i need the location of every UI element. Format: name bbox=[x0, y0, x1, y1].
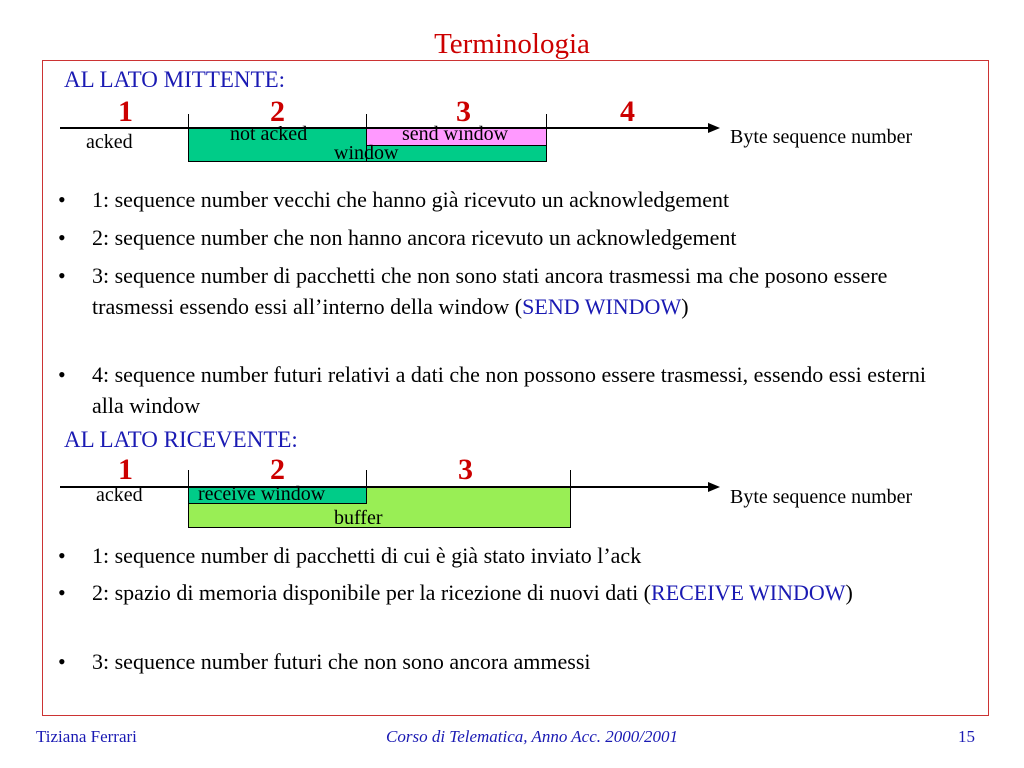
receiver-number-2: 2 bbox=[270, 453, 285, 486]
receiver-bullet-2-close: ) bbox=[845, 580, 853, 605]
footer-course: Corso di Telematica, Anno Acc. 2000/2001 bbox=[386, 727, 678, 746]
sender-number-1: 1 bbox=[118, 95, 133, 128]
receiver-acked-label: acked bbox=[96, 484, 143, 506]
receiver-heading: AL LATO RICEVENTE: bbox=[64, 427, 298, 452]
receiver-axis-arrow-icon bbox=[708, 482, 720, 492]
receiver-bullet-3-text: 3: sequence number futuri che non sono ancora ammessi bbox=[92, 649, 591, 674]
receiver-number-3: 3 bbox=[458, 453, 473, 486]
bullet-glyph: • bbox=[58, 187, 66, 212]
bullet-glyph: • bbox=[58, 362, 66, 387]
sender-bullet-3-paragraph bbox=[92, 260, 952, 322]
sender-tick-1 bbox=[188, 114, 189, 128]
footer-author: Tiziana Ferrari bbox=[36, 727, 137, 746]
sender-number-2: 2 bbox=[270, 95, 285, 128]
sender-window-label: window bbox=[334, 142, 399, 164]
sender-send-window-label: send window bbox=[402, 123, 509, 145]
sender-bullet-3-close: ) bbox=[681, 294, 689, 319]
bullet-glyph: • bbox=[58, 263, 66, 288]
sender-bullet-2-text: 2: sequence number che non hanno ancora ricevuto un acknowledgement bbox=[92, 225, 737, 250]
receiver-bullet-1-text: 1: sequence number di pacchetti di cui è già stato inviato l’ack bbox=[92, 543, 642, 568]
sender-heading: AL LATO MITTENTE: bbox=[64, 67, 286, 92]
slide-title: Terminologia bbox=[434, 28, 590, 60]
receiver-receive-window-label: receive window bbox=[198, 483, 326, 505]
receiver-number-1: 1 bbox=[118, 453, 133, 486]
sender-send-window-highlight: SEND WINDOW bbox=[522, 294, 682, 319]
receiver-tick-2 bbox=[366, 470, 367, 486]
bullet-glyph: • bbox=[58, 649, 66, 674]
sender-not-acked-label: not acked bbox=[230, 123, 308, 145]
receiver-axis-label: Byte sequence number bbox=[730, 486, 913, 508]
receiver-receive-window-highlight: RECEIVE WINDOW bbox=[651, 580, 846, 605]
bullet-glyph: • bbox=[58, 543, 66, 568]
sender-axis-arrow-icon bbox=[708, 123, 720, 133]
sender-acked-label: acked bbox=[86, 131, 133, 153]
footer-page-number: 15 bbox=[958, 727, 975, 746]
sender-tick-2 bbox=[366, 114, 367, 128]
receiver-tick-3 bbox=[570, 470, 571, 486]
bullet-glyph: • bbox=[58, 580, 66, 605]
sender-axis-label: Byte sequence number bbox=[730, 126, 913, 148]
receiver-tick-1 bbox=[188, 470, 189, 486]
receiver-buffer-label: buffer bbox=[334, 507, 383, 529]
sender-bullet-3-text: 3: sequence number di pacchetti che non sono stati ancora trasmessi ma che posono essere trasmessi essendo essi all’interno della window ( bbox=[92, 263, 888, 319]
sender-bullet-4-text: 4: sequence number futuri relativi a dati che non possono essere trasmessi, essendo essi esterni alla window bbox=[92, 362, 926, 418]
sender-tick-3 bbox=[546, 114, 547, 128]
bullet-glyph: • bbox=[58, 225, 66, 250]
receiver-bullet-2-paragraph bbox=[92, 577, 952, 608]
receiver-bullet-2-text: 2: spazio di memoria disponibile per la ricezione di nuovi dati ( bbox=[92, 580, 652, 605]
sender-number-3: 3 bbox=[456, 95, 471, 128]
sender-number-4: 4 bbox=[620, 95, 635, 128]
sender-bullet-1-text: 1: sequence number vecchi che hanno già ricevuto un acknowledgement bbox=[92, 187, 730, 212]
